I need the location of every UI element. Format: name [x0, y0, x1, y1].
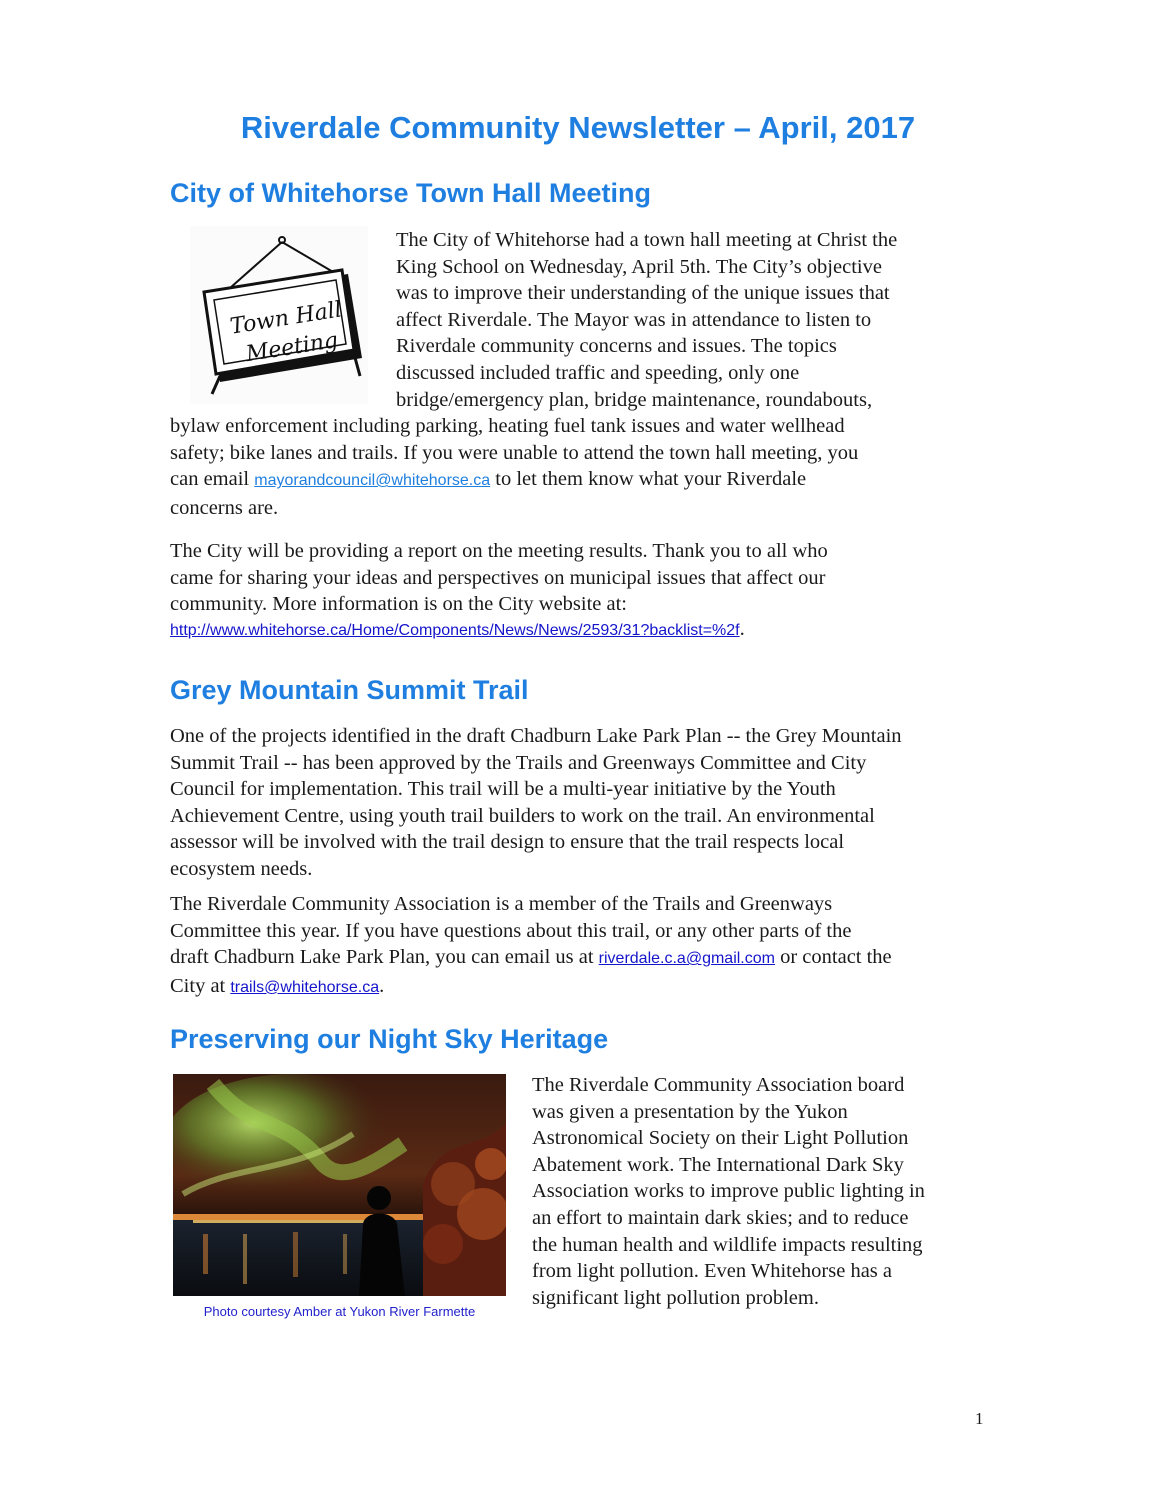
text-line: Association works to improve public lighting in [532, 1180, 925, 1203]
section-heading-night-sky: Preserving our Night Sky Heritage [170, 1024, 609, 1054]
text-line: discussed included traffic and speeding, only one [396, 361, 800, 384]
text-line: the human health and wildlife impacts resulting [532, 1233, 923, 1256]
text-line: Committee this year. If you have questions about this trail, or any other parts of the [170, 919, 852, 942]
text-line: assessor will be involved with the trail design to ensure that the trail respects local [170, 831, 845, 854]
trails-email-link[interactable]: trails@whitehorse.ca [230, 978, 380, 996]
riverdale-email-link[interactable]: riverdale.c.a@gmail.com [598, 950, 775, 968]
town-hall-para-full [170, 413, 858, 521]
town-hall-para-2 [170, 538, 828, 642]
text-segment: to let them know what your Riverdale [490, 468, 807, 491]
text-segment: can email [170, 468, 255, 491]
text-line: The Riverdale Community Association board [532, 1074, 905, 1096]
mayor-council-email-link[interactable]: mayorandcouncil@whitehorse.ca [254, 472, 491, 490]
photo-caption: Photo courtesy Amber at Yukon River Farmette [203, 1304, 476, 1319]
text-segment: or contact the [774, 946, 892, 969]
text-line: King School on Wednesday, April 5th. The City’s objective [396, 255, 882, 278]
text-line: significant light pollution problem. [532, 1286, 819, 1309]
town-hall-sign-image [190, 226, 368, 404]
text-line: bylaw enforcement including parking, heating fuel tank issues and water wellhead [170, 415, 845, 437]
text-line: ecosystem needs. [170, 857, 313, 880]
page-number: 1 [975, 1409, 984, 1428]
text-line [170, 973, 892, 1002]
text-line: Achievement Centre, using youth trail builders to work on the trail. An environmental [170, 804, 875, 827]
text-line: Council for implementation. This trail will be a multi-year initiative by the Youth [170, 778, 836, 801]
sign-line-2: Meeting [244, 327, 340, 368]
text-segment: . [379, 974, 385, 997]
town-hall-para-wrapped [396, 227, 897, 413]
text-segment: draft Chadburn Lake Park Plan, you can email us at [170, 946, 599, 969]
sign-line-1: Town Hall [228, 297, 344, 340]
text-line: One of the projects identified in the draft Chadburn Lake Park Plan -- the Grey Mountain [170, 725, 902, 747]
section-heading-trail: Grey Mountain Summit Trail [170, 675, 529, 705]
text-line: Astronomical Society on their Light Pollution [532, 1127, 909, 1150]
night-sky-para [532, 1072, 925, 1311]
text-line: an effort to maintain dark skies; and to reduce [532, 1206, 909, 1229]
trail-para-2 [170, 891, 892, 1001]
city-news-url-link[interactable]: http://www.whitehorse.ca/Home/Components/News/News/2593/31?backlist=%2f [170, 621, 740, 639]
text-line [170, 618, 828, 642]
text-line: from light pollution. Even Whitehorse has a [532, 1260, 893, 1283]
text-line: community. More information is on the City website at: [170, 593, 628, 616]
text-line: Summit Trail -- has been approved by the Trails and Greenways Committee and City [170, 751, 867, 774]
section-heading-town-hall: City of Whitehorse Town Hall Meeting [170, 178, 652, 208]
text-line: affect Riverdale. The Mayor was in attendance to listen to [396, 308, 872, 331]
text-line: concerns are. [170, 496, 279, 519]
aurora-photo [173, 1074, 506, 1296]
text-line: The Riverdale Community Association is a member of the Trails and Greenways [170, 893, 833, 915]
page-title: Riverdale Community Newsletter – April, 2017 [240, 110, 916, 145]
text-line: The City will be providing a report on the meeting results. Thank you to all who [170, 540, 828, 562]
text-line: was given a presentation by the Yukon [532, 1100, 848, 1123]
text-segment: City at [170, 974, 231, 997]
text-segment: . [739, 617, 745, 640]
text-line: Riverdale community concerns and issues. The topics [396, 335, 837, 358]
text-line: came for sharing your ideas and perspectives on municipal issues that affect our [170, 566, 826, 589]
text-line: bridge/emergency plan, bridge maintenance, roundabouts, [396, 388, 873, 411]
text-line [170, 944, 892, 973]
text-line: was to improve their understanding of the unique issues that [396, 282, 890, 305]
text-line: safety; bike lanes and trails. If you were unable to attend the town hall meeting, you [170, 441, 859, 464]
text-line: The City of Whitehorse had a town hall meeting at Christ the [396, 229, 898, 251]
text-line: Abatement work. The International Dark Sky [532, 1153, 904, 1176]
trail-para-1 [170, 723, 902, 883]
text-line [170, 466, 858, 495]
